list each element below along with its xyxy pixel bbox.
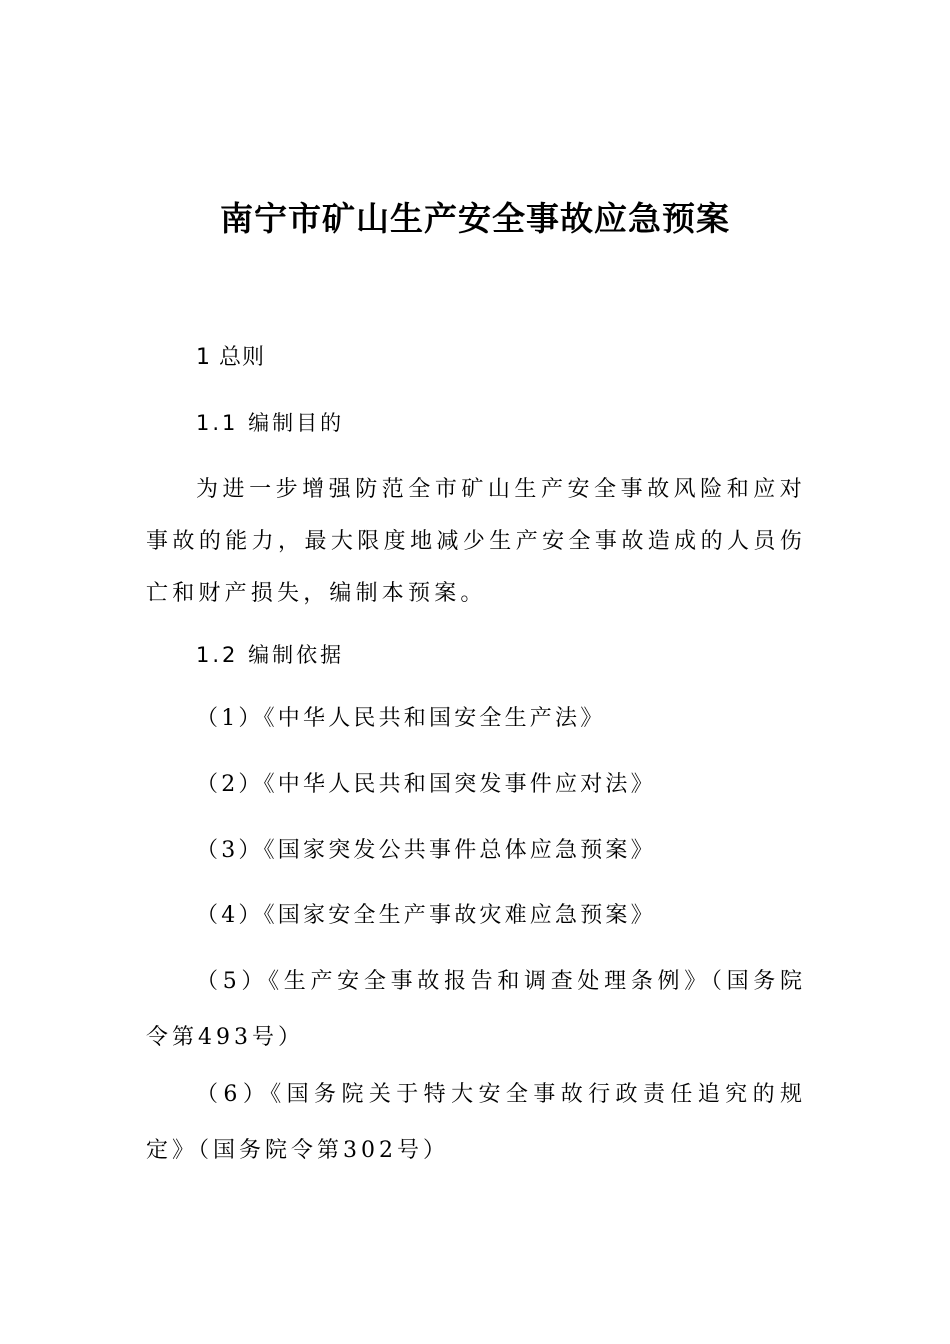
section-heading-purpose: 1.1 编制目的 xyxy=(196,411,345,435)
purpose-paragraph: 为进一步增强防范全市矿山生产安全事故风险和应对事故的能力，最大限度地减少生产安全事故造成的人员伤亡和财产损失，编制本预案。 xyxy=(146,477,806,606)
basis-item: （4）《国家安全生产事故灾难应急预案》 xyxy=(196,903,656,928)
section-heading-general: 1 总则 xyxy=(196,345,265,370)
basis-item: （1）《中华人民共和国安全生产法》 xyxy=(196,706,606,731)
basis-item: （5）《生产安全事故报告和调查处理条例》（国务院令第493号） xyxy=(146,969,806,1050)
basis-item: （3）《国家突发公共事件总体应急预案》 xyxy=(196,838,656,863)
document-title: 南宁市矿山生产安全事故应急预案 xyxy=(220,199,730,238)
basis-item: （6）《国务院关于特大安全事故行政责任追究的规定》（国务院令第302号） xyxy=(146,1082,806,1163)
basis-item: （2）《中华人民共和国突发事件应对法》 xyxy=(196,772,656,797)
section-heading-basis: 1.2 编制依据 xyxy=(196,643,345,667)
